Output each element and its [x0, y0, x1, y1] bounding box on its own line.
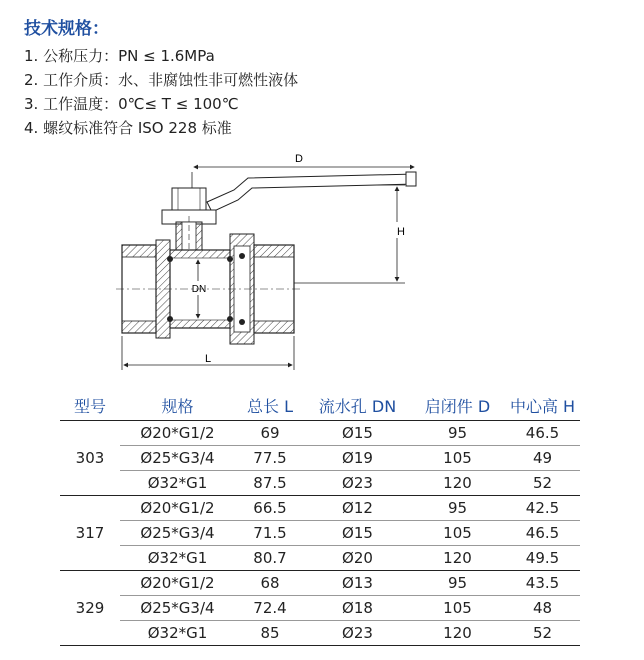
dn-cell: Ø15	[305, 421, 410, 446]
h-cell: 48	[505, 596, 580, 621]
h-cell: 52	[505, 621, 580, 646]
h-cell: 46.5	[505, 521, 580, 546]
spec-item-medium: 2. 工作介质：水、非腐蚀性非可燃性液体	[24, 71, 299, 89]
length-cell: 80.7	[235, 546, 305, 571]
spec-item-temperature: 3. 工作温度：0℃≤ T ≤ 100℃	[24, 95, 239, 113]
label-H: H	[397, 226, 405, 238]
spec-cell: Ø20*G1/2	[120, 571, 235, 596]
spec-cell: Ø20*G1/2	[120, 421, 235, 446]
d-cell: 95	[410, 496, 505, 521]
table-header-row	[60, 390, 580, 421]
h-cell: 46.5	[505, 421, 580, 446]
spec-item-thread-standard: 4. 螺纹标准符合 ISO 228 标准	[24, 119, 232, 137]
dimension-L	[122, 336, 294, 370]
d-cell: 105	[410, 596, 505, 621]
h-cell: 49	[505, 446, 580, 471]
spec-heading: 技术规格：	[24, 19, 109, 39]
spec-table	[60, 390, 580, 646]
dn-cell: Ø12	[305, 496, 410, 521]
table-row	[60, 471, 580, 496]
length-cell: 66.5	[235, 496, 305, 521]
dn-cell: Ø19	[305, 446, 410, 471]
h-cell: 52	[505, 471, 580, 496]
model-cell: 317	[60, 496, 120, 571]
header-length-L: 总长 L	[235, 390, 305, 421]
model-cell: 303	[60, 421, 120, 496]
d-cell: 120	[410, 546, 505, 571]
d-cell: 105	[410, 521, 505, 546]
dn-cell: Ø23	[305, 621, 410, 646]
length-cell: 68	[235, 571, 305, 596]
d-cell: 120	[410, 471, 505, 496]
header-center-height-H: 中心高 H	[505, 390, 580, 421]
valve-body-left	[122, 240, 170, 338]
length-cell: 72.4	[235, 596, 305, 621]
length-cell: 87.5	[235, 471, 305, 496]
d-cell: 105	[410, 446, 505, 471]
header-closure-D: 启闭件 D	[410, 390, 505, 421]
valve-handle	[207, 172, 416, 212]
spec-cell: Ø32*G1	[120, 621, 235, 646]
length-cell: 71.5	[235, 521, 305, 546]
dn-cell: Ø23	[305, 471, 410, 496]
d-cell: 120	[410, 621, 505, 646]
spec-item-pressure: 1. 公称压力：PN ≤ 1.6MPa	[24, 47, 215, 65]
dimension-H	[294, 185, 408, 283]
dn-cell: Ø13	[305, 571, 410, 596]
h-cell: 43.5	[505, 571, 580, 596]
header-model: 型号	[60, 390, 120, 421]
table-row	[60, 546, 580, 571]
dn-cell: Ø18	[305, 596, 410, 621]
spec-cell: Ø25*G3/4	[120, 521, 235, 546]
spec-cell: Ø32*G1	[120, 546, 235, 571]
dn-cell: Ø20	[305, 546, 410, 571]
length-cell: 85	[235, 621, 305, 646]
valve-drawing	[112, 150, 432, 375]
spec-cell: Ø25*G3/4	[120, 446, 235, 471]
spec-cell: Ø25*G3/4	[120, 596, 235, 621]
dn-cell: Ø15	[305, 521, 410, 546]
d-cell: 95	[410, 421, 505, 446]
table-row	[60, 521, 580, 546]
table-row	[60, 421, 580, 446]
table-row	[60, 596, 580, 621]
table-row	[60, 446, 580, 471]
spec-cell: Ø20*G1/2	[120, 496, 235, 521]
table-row	[60, 571, 580, 596]
length-cell: 77.5	[235, 446, 305, 471]
label-L: L	[204, 353, 212, 365]
spec-list	[24, 44, 298, 140]
model-cell: 329	[60, 571, 120, 646]
spec-cell: Ø32*G1	[120, 471, 235, 496]
label-D: D	[295, 153, 303, 165]
label-DN: DN	[191, 284, 207, 295]
length-cell: 69	[235, 421, 305, 446]
header-spec: 规格	[120, 390, 235, 421]
h-cell: 49.5	[505, 546, 580, 571]
table-row	[60, 621, 580, 646]
d-cell: 95	[410, 571, 505, 596]
h-cell: 42.5	[505, 496, 580, 521]
header-flow-hole-DN: 流水孔 DN	[305, 390, 410, 421]
table-row	[60, 496, 580, 521]
